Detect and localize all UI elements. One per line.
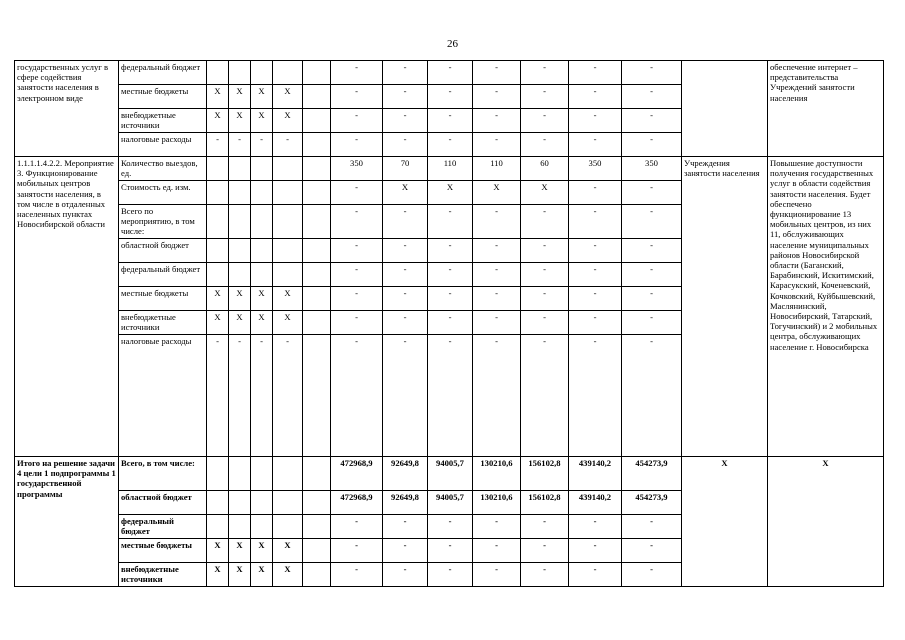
- value-cell: -: [428, 311, 473, 335]
- code-cell: -: [273, 335, 303, 457]
- value-cell: -: [383, 515, 428, 539]
- value-cell: 454273,9: [622, 491, 682, 515]
- value-cell: -: [383, 539, 428, 563]
- value-cell: -: [521, 515, 569, 539]
- value-cell: -: [622, 311, 682, 335]
- value-cell: -: [569, 263, 622, 287]
- code-cell: X: [251, 539, 273, 563]
- value-cell: -: [383, 263, 428, 287]
- code-cell: [207, 239, 229, 263]
- value-cell: 92649,8: [383, 457, 428, 491]
- value-cell: -: [473, 563, 521, 587]
- code-cell: X: [273, 311, 303, 335]
- value-cell: -: [331, 311, 383, 335]
- row-description: 1.1.1.1.4.2.2. Мероприятие 3. Функционирование мобильных центров занятости населения, в том числе в отдаленных населенных пунктах Новосибирской области: [15, 157, 119, 457]
- table-row: [15, 61, 884, 85]
- value-cell: 92649,8: [383, 491, 428, 515]
- value-cell: -: [383, 61, 428, 85]
- value-cell: 94005,7: [428, 491, 473, 515]
- code-cell: X: [207, 311, 229, 335]
- value-cell: -: [331, 335, 383, 457]
- value-cell: -: [622, 335, 682, 457]
- value-cell: 454273,9: [622, 457, 682, 491]
- table-body: [15, 61, 884, 587]
- executor-cell: X: [682, 457, 768, 587]
- value-cell: -: [473, 515, 521, 539]
- code-cell: [229, 491, 251, 515]
- code-cell: X: [273, 109, 303, 133]
- value-cell: -: [331, 109, 383, 133]
- code-cell: [273, 263, 303, 287]
- value-cell: -: [331, 133, 383, 157]
- code-cell: X: [207, 109, 229, 133]
- row-label: Количество выездов, ед.: [119, 157, 207, 181]
- blank-cell: [303, 335, 331, 457]
- value-cell: 350: [622, 157, 682, 181]
- result-cell: X: [768, 457, 884, 587]
- value-cell: -: [622, 205, 682, 239]
- value-cell: -: [521, 287, 569, 311]
- code-cell: [251, 205, 273, 239]
- code-cell: [229, 61, 251, 85]
- blank-cell: [303, 239, 331, 263]
- value-cell: -: [569, 563, 622, 587]
- code-cell: X: [273, 539, 303, 563]
- code-cell: [273, 515, 303, 539]
- code-cell: [229, 457, 251, 491]
- value-cell: -: [428, 239, 473, 263]
- row-label: федеральный бюджет: [119, 61, 207, 85]
- value-cell: -: [622, 563, 682, 587]
- value-cell: -: [622, 287, 682, 311]
- value-cell: -: [428, 563, 473, 587]
- row-label: местные бюджеты: [119, 85, 207, 109]
- value-cell: 350: [331, 157, 383, 181]
- value-cell: -: [473, 287, 521, 311]
- value-cell: -: [569, 539, 622, 563]
- value-cell: 439140,2: [569, 457, 622, 491]
- value-cell: -: [473, 205, 521, 239]
- value-cell: -: [622, 85, 682, 109]
- value-cell: -: [622, 539, 682, 563]
- blank-cell: [303, 457, 331, 491]
- code-cell: [229, 515, 251, 539]
- row-label: федеральный бюджет: [119, 515, 207, 539]
- blank-cell: [303, 109, 331, 133]
- value-cell: 156102,8: [521, 457, 569, 491]
- table-row: [15, 457, 884, 491]
- value-cell: -: [383, 85, 428, 109]
- value-cell: -: [383, 335, 428, 457]
- value-cell: -: [569, 85, 622, 109]
- value-cell: -: [622, 181, 682, 205]
- value-cell: -: [383, 109, 428, 133]
- value-cell: -: [569, 133, 622, 157]
- blank-cell: [303, 85, 331, 109]
- row-description: Итого на решение задачи 4 цели 1 подпрограммы 1 государственной программы: [15, 457, 119, 587]
- value-cell: -: [569, 287, 622, 311]
- code-cell: X: [229, 109, 251, 133]
- row-label: внебюджетные источники: [119, 109, 207, 133]
- blank-cell: [303, 491, 331, 515]
- code-cell: -: [229, 133, 251, 157]
- row-label: налоговые расходы: [119, 133, 207, 157]
- code-cell: -: [229, 335, 251, 457]
- value-cell: -: [569, 109, 622, 133]
- value-cell: -: [383, 311, 428, 335]
- value-cell: -: [521, 205, 569, 239]
- value-cell: -: [521, 239, 569, 263]
- code-cell: X: [273, 563, 303, 587]
- blank-cell: [303, 539, 331, 563]
- code-cell: [229, 263, 251, 287]
- code-cell: [273, 491, 303, 515]
- value-cell: -: [473, 85, 521, 109]
- code-cell: [207, 491, 229, 515]
- code-cell: [251, 61, 273, 85]
- value-cell: -: [521, 133, 569, 157]
- value-cell: -: [428, 287, 473, 311]
- value-cell: -: [521, 311, 569, 335]
- value-cell: -: [622, 263, 682, 287]
- executor-cell: Учреждения занятости населения: [682, 157, 768, 457]
- code-cell: [207, 263, 229, 287]
- code-cell: -: [251, 133, 273, 157]
- value-cell: -: [622, 133, 682, 157]
- result-cell: Повышение доступности получения государственных услуг в области содействия занятости населения. Будет обеспечено функционирование 13 мобильных центров, из них 11, обслуживающих население муниципальных районов Новосибирской области (Баганский, Барабинский, Искитимский, Карасукский, Коченевский, Кочковский, Куйбышевский, Маслянинский, Новосибирский, Татарский, Тогучинский) и 2 мобильных центра, обслуживающих население г. Новосибирска: [768, 157, 884, 457]
- value-cell: -: [331, 239, 383, 263]
- value-cell: -: [331, 61, 383, 85]
- code-cell: X: [229, 85, 251, 109]
- code-cell: X: [251, 311, 273, 335]
- executor-cell: [682, 61, 768, 157]
- code-cell: [229, 181, 251, 205]
- code-cell: [251, 491, 273, 515]
- value-cell: 130210,6: [473, 457, 521, 491]
- value-cell: -: [383, 239, 428, 263]
- row-label: областной бюджет: [119, 491, 207, 515]
- value-cell: -: [383, 287, 428, 311]
- code-cell: X: [229, 287, 251, 311]
- code-cell: [273, 157, 303, 181]
- code-cell: X: [207, 563, 229, 587]
- code-cell: [207, 515, 229, 539]
- value-cell: -: [331, 205, 383, 239]
- code-cell: [229, 205, 251, 239]
- value-cell: -: [331, 563, 383, 587]
- value-cell: -: [331, 515, 383, 539]
- code-cell: -: [251, 335, 273, 457]
- value-cell: -: [428, 85, 473, 109]
- value-cell: -: [331, 181, 383, 205]
- value-cell: -: [521, 61, 569, 85]
- value-cell: -: [521, 539, 569, 563]
- blank-cell: [303, 61, 331, 85]
- value-cell: -: [569, 311, 622, 335]
- value-cell: -: [569, 205, 622, 239]
- code-cell: [251, 457, 273, 491]
- blank-cell: [303, 133, 331, 157]
- code-cell: X: [207, 287, 229, 311]
- value-cell: 110: [428, 157, 473, 181]
- value-cell: -: [473, 335, 521, 457]
- code-cell: [251, 515, 273, 539]
- value-cell: 130210,6: [473, 491, 521, 515]
- value-cell: X: [383, 181, 428, 205]
- blank-cell: [303, 157, 331, 181]
- value-cell: -: [428, 205, 473, 239]
- row-label: местные бюджеты: [119, 539, 207, 563]
- code-cell: [273, 205, 303, 239]
- value-cell: -: [569, 515, 622, 539]
- value-cell: -: [473, 61, 521, 85]
- row-label: налоговые расходы: [119, 335, 207, 457]
- value-cell: -: [428, 109, 473, 133]
- code-cell: [229, 157, 251, 181]
- row-label: Стоимость ед. изм.: [119, 181, 207, 205]
- value-cell: -: [428, 61, 473, 85]
- row-label: местные бюджеты: [119, 287, 207, 311]
- value-cell: 110: [473, 157, 521, 181]
- code-cell: [207, 457, 229, 491]
- row-label: внебюджетные источники: [119, 563, 207, 587]
- code-cell: [251, 239, 273, 263]
- code-cell: [273, 181, 303, 205]
- code-cell: [207, 205, 229, 239]
- code-cell: [251, 157, 273, 181]
- code-cell: [207, 61, 229, 85]
- value-cell: 439140,2: [569, 491, 622, 515]
- blank-cell: [303, 181, 331, 205]
- code-cell: X: [229, 563, 251, 587]
- code-cell: X: [251, 85, 273, 109]
- blank-cell: [303, 515, 331, 539]
- code-cell: X: [229, 311, 251, 335]
- blank-cell: [303, 563, 331, 587]
- value-cell: X: [473, 181, 521, 205]
- code-cell: [273, 239, 303, 263]
- code-cell: X: [251, 563, 273, 587]
- page-number: 26: [447, 38, 458, 50]
- code-cell: -: [207, 335, 229, 457]
- value-cell: -: [428, 133, 473, 157]
- value-cell: -: [383, 205, 428, 239]
- value-cell: -: [521, 109, 569, 133]
- value-cell: -: [331, 85, 383, 109]
- value-cell: 472968,9: [331, 457, 383, 491]
- value-cell: -: [569, 61, 622, 85]
- value-cell: -: [521, 263, 569, 287]
- code-cell: X: [229, 539, 251, 563]
- result-cell: обеспечение интернет – представительства Учреждений занятости населения: [768, 61, 884, 157]
- value-cell: X: [521, 181, 569, 205]
- value-cell: -: [521, 563, 569, 587]
- row-label: Всего, в том числе:: [119, 457, 207, 491]
- value-cell: -: [473, 239, 521, 263]
- code-cell: X: [273, 85, 303, 109]
- value-cell: -: [473, 539, 521, 563]
- code-cell: -: [273, 133, 303, 157]
- code-cell: [251, 263, 273, 287]
- value-cell: -: [569, 239, 622, 263]
- value-cell: -: [622, 109, 682, 133]
- value-cell: -: [331, 287, 383, 311]
- value-cell: 350: [569, 157, 622, 181]
- value-cell: -: [473, 109, 521, 133]
- program-table: [14, 60, 884, 587]
- value-cell: 472968,9: [331, 491, 383, 515]
- blank-cell: [303, 205, 331, 239]
- row-label: внебюджетные источники: [119, 311, 207, 335]
- value-cell: -: [622, 61, 682, 85]
- blank-cell: [303, 263, 331, 287]
- code-cell: X: [251, 109, 273, 133]
- code-cell: [207, 157, 229, 181]
- value-cell: X: [428, 181, 473, 205]
- value-cell: -: [622, 515, 682, 539]
- code-cell: [229, 239, 251, 263]
- value-cell: -: [473, 133, 521, 157]
- value-cell: -: [428, 263, 473, 287]
- value-cell: 60: [521, 157, 569, 181]
- value-cell: 156102,8: [521, 491, 569, 515]
- value-cell: -: [521, 85, 569, 109]
- value-cell: -: [428, 335, 473, 457]
- value-cell: -: [473, 311, 521, 335]
- blank-cell: [303, 287, 331, 311]
- value-cell: 70: [383, 157, 428, 181]
- value-cell: -: [383, 133, 428, 157]
- value-cell: 94005,7: [428, 457, 473, 491]
- code-cell: X: [251, 287, 273, 311]
- code-cell: X: [207, 539, 229, 563]
- value-cell: -: [331, 539, 383, 563]
- value-cell: -: [331, 263, 383, 287]
- code-cell: [207, 181, 229, 205]
- row-label: областной бюджет: [119, 239, 207, 263]
- table-row: [15, 157, 884, 181]
- value-cell: -: [428, 539, 473, 563]
- code-cell: [273, 61, 303, 85]
- blank-cell: [303, 311, 331, 335]
- code-cell: [251, 181, 273, 205]
- value-cell: -: [383, 563, 428, 587]
- value-cell: -: [569, 181, 622, 205]
- value-cell: -: [473, 263, 521, 287]
- value-cell: -: [521, 335, 569, 457]
- value-cell: -: [569, 335, 622, 457]
- value-cell: -: [428, 515, 473, 539]
- code-cell: [273, 457, 303, 491]
- row-description: государственных услуг в сфере содействия занятости населения в электронном виде: [15, 61, 119, 157]
- value-cell: -: [622, 239, 682, 263]
- row-label: федеральный бюджет: [119, 263, 207, 287]
- row-label: Всего по мероприятию, в том числе:: [119, 205, 207, 239]
- code-cell: -: [207, 133, 229, 157]
- code-cell: X: [207, 85, 229, 109]
- code-cell: X: [273, 287, 303, 311]
